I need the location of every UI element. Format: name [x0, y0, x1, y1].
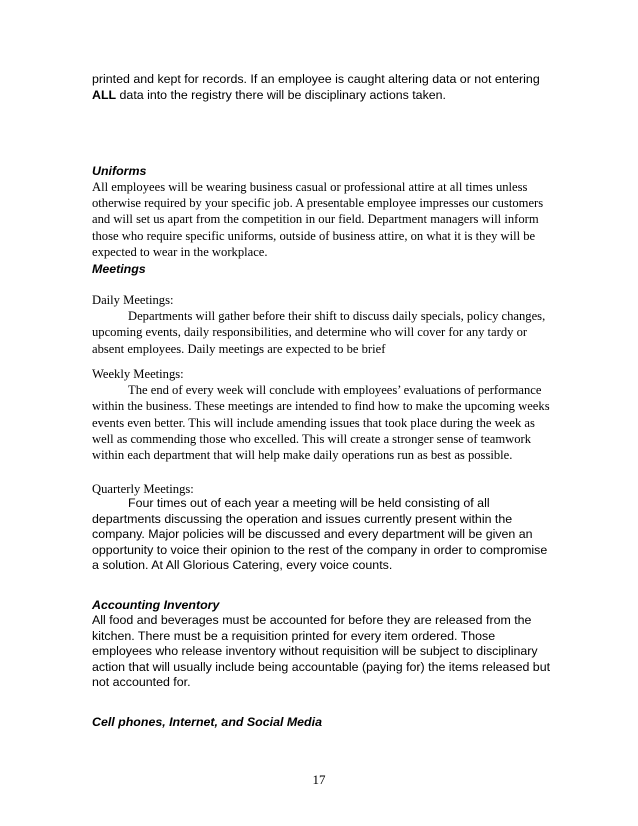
intro-paragraph [92, 72, 552, 103]
weekly-meetings-label: Weekly Meetings: [92, 367, 184, 381]
cell-phones-heading: Cell phones, Internet, and Social Media [92, 715, 322, 729]
quarterly-meetings-text: Four times out of each year a meeting will be held consisting of all departments discussing the operation and issues currently present within the company. Major policies will be discussed and every department will be given an opportunity to voice their opinion to the rest of the company in order to compromise a solution. At All Glorious Catering, every voice counts. [92, 496, 548, 573]
intro-line-2-rest: data into the registry there will be disciplinary actions taken. [116, 87, 446, 102]
weekly-meetings-text: The end of every week will conclude with employees’ evaluations of performance within the business. These meetings are intended to find how to make the upcoming weeks events even better. This will include amending issues that took place during the week as well as commending those who excelled. This will create a stronger sense of teamwork within each department that will help make daily operations run as best as possible. [92, 383, 550, 463]
weekly-meetings-section [92, 366, 552, 463]
uniforms-text: All employees will be wearing business casual or professional attire at all times unless otherwise required by your specific job. A presentable employee impresses our customers and will set us apart from the competition in our field. Department managers will inform those who require specific uniforms, outside of business attire, on what it is they will be expected to wear in the workplace. [92, 180, 544, 259]
accounting-heading: Accounting Inventory [92, 598, 220, 612]
intro-bold-all: ALL [92, 87, 117, 102]
meetings-heading: Meetings [92, 262, 146, 276]
accounting-text: All food and beverages must be accounted for before they are released from the kitchen. There must be a requisition printed for every item ordered. Those employees who release inventory without requisition will be subject to disciplinary action that will usually include being accountable (paying for) the items released but not accounted for. [92, 613, 551, 690]
quarterly-meetings-label: Quarterly Meetings: [92, 482, 194, 496]
daily-meetings-text: Departments will gather before their shift to discuss daily specials, policy changes, upcoming events, daily responsibilities, and determine who will cover for any tardy or absent employees. Daily meetings are expected to be brief [92, 309, 546, 356]
intro-line-2 [92, 88, 552, 104]
page-number: 17 [312, 772, 326, 787]
intro-line-1: printed and kept for records. If an employee is caught altering data or not entering [92, 72, 540, 86]
uniforms-heading: Uniforms [92, 164, 147, 178]
daily-meetings-label: Daily Meetings: [92, 293, 174, 307]
daily-meetings-section [92, 292, 552, 357]
